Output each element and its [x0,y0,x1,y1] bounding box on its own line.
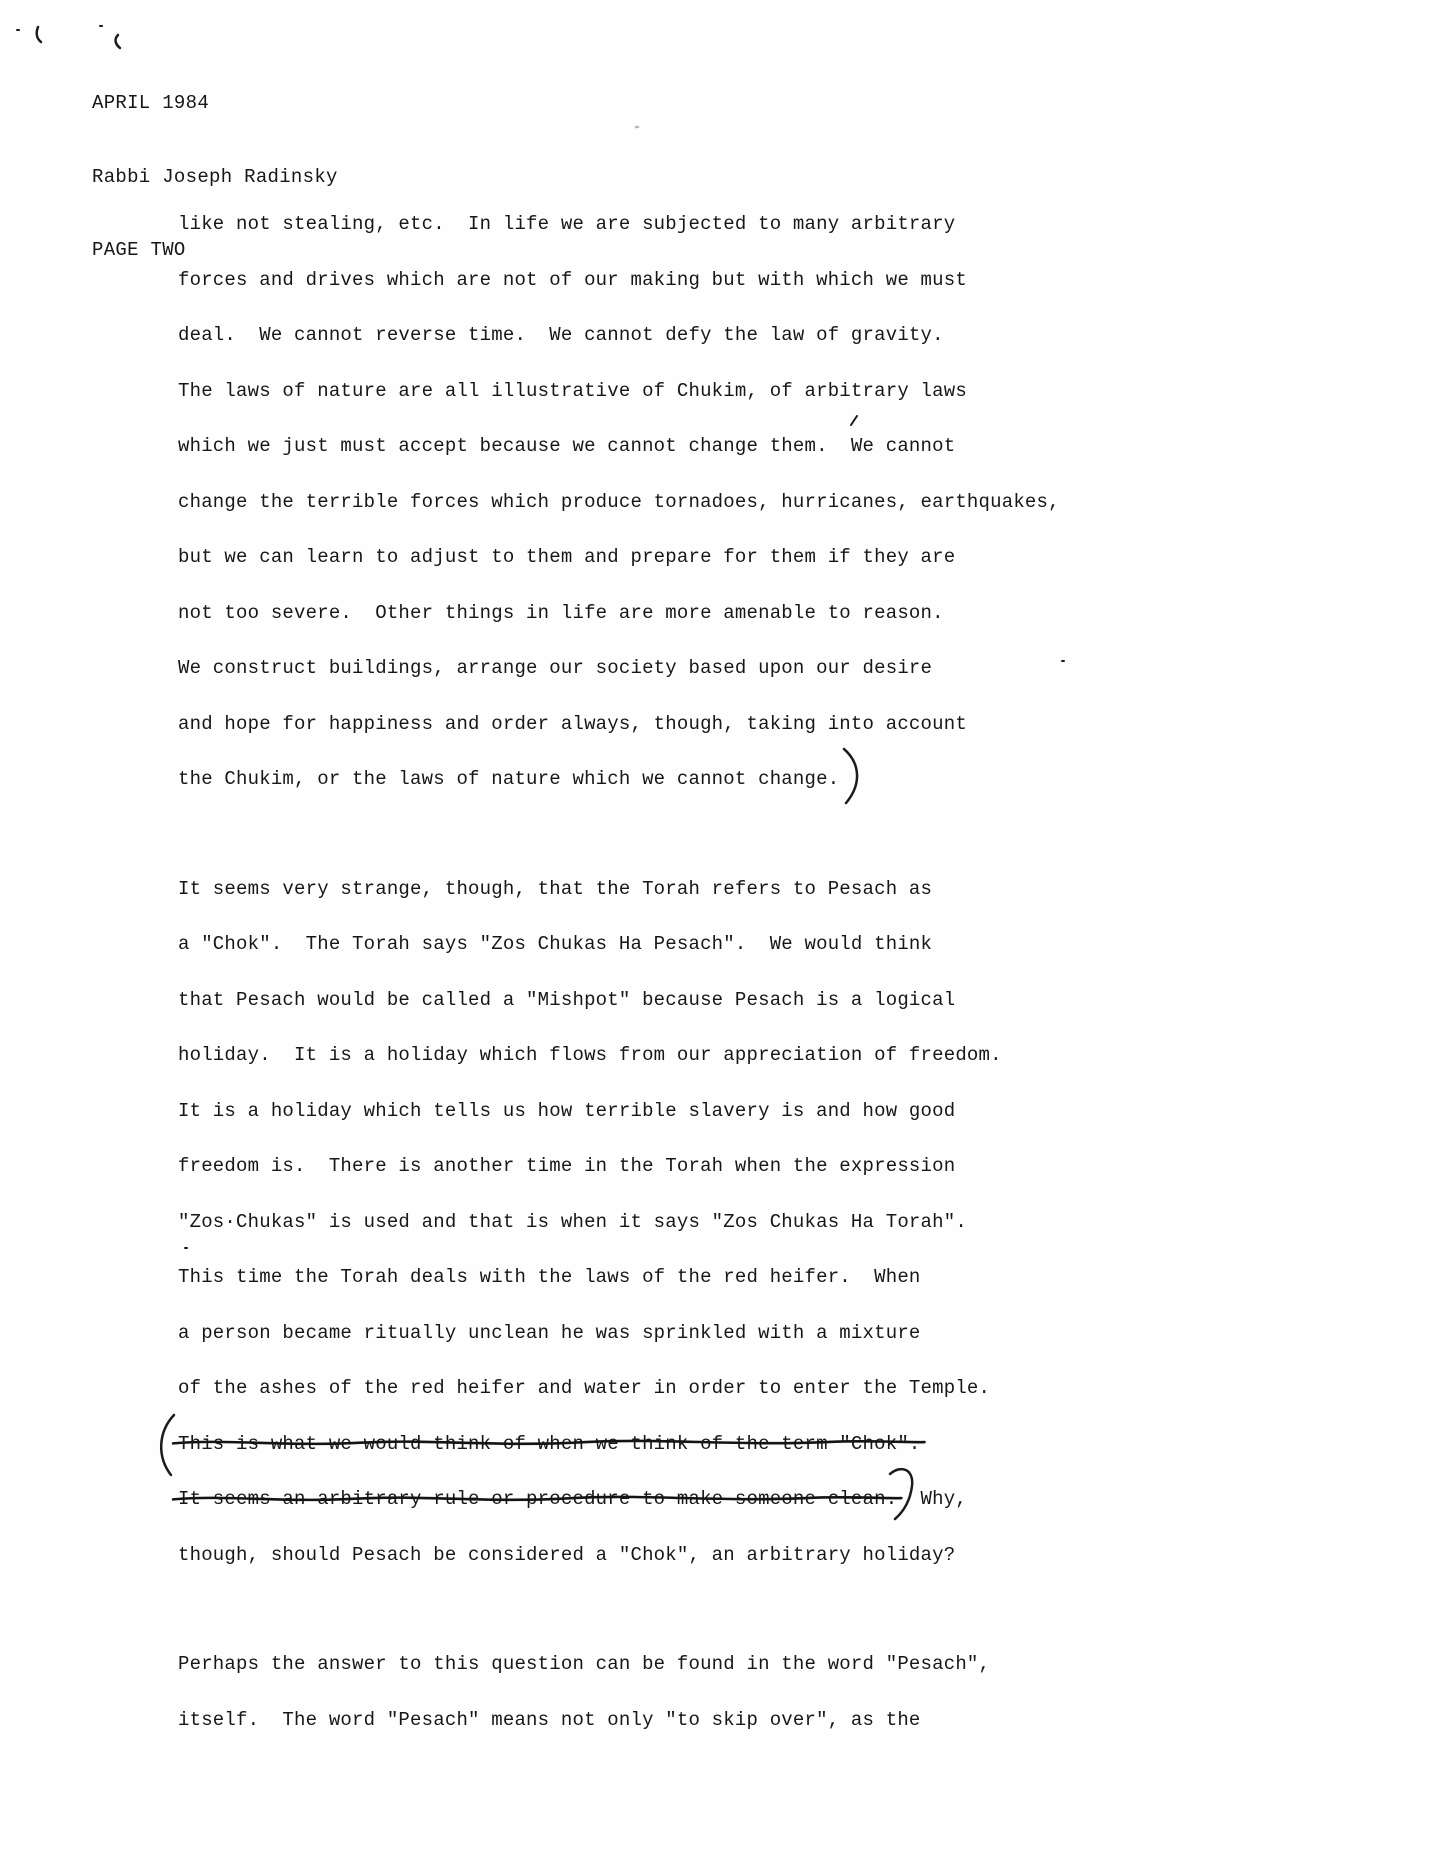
text-line [178,1637,1328,1693]
text-line [178,530,1328,586]
text-line [178,1306,1328,1362]
text-line [178,419,1328,475]
text-line [178,1195,1328,1251]
text-line [178,1417,1328,1473]
stray-hook-mark-icon [34,26,44,44]
text-line [178,308,1328,364]
text-segment: the Chukim, or the laws of nature which we cannot change. [178,768,840,790]
text-segment: "Zos·Chukas" is used and that is when it says "Zos Chukas Ha Torah". [178,1210,967,1233]
text-segment: but we can learn to adjust to them and prepare for them if they are [178,546,956,568]
text-segment: freedom is. There is another time in the Torah when the expression [178,1155,956,1177]
text-line [178,1528,1328,1584]
text-line [178,1361,1328,1417]
text-segment: This time the Torah deals with the laws of the red heifer. When [178,1266,921,1288]
text-line [178,1472,1328,1528]
text-line [178,475,1328,531]
header-page-number: PAGE TWO [92,239,186,261]
text-segment: of the ashes of the red heifer and water in order to enter the Temple. [178,1377,991,1399]
text-segment: holiday. It is a holiday which flows from our appreciation of freedom. [178,1044,1002,1066]
text-segment: that Pesach would be called a "Mishpot" because Pesach is a logical [178,988,956,1011]
text-line [178,862,1328,918]
text-line [178,1084,1328,1140]
text-line [178,1028,1328,1084]
text-segment: not too severe. Other things in life are more amenable to reason. [178,601,944,624]
text-segment: change the terrible forces which produce tornadoes, hurricanes, earthquakes, [178,490,1060,513]
text-segment: Perhaps the answer to this question can be found in the word "Pesach", [178,1653,991,1675]
header-author: Rabbi Joseph Radinsky [92,165,338,188]
text-segment: which we just must accept because we cannot change them. We cannot [178,435,956,457]
faint-speck-icon [634,124,640,130]
text-line [178,253,1328,309]
text-segment: Why, [897,1488,967,1510]
text-segment: It seems very strange, though, that the Torah refers to Pesach as [178,877,933,900]
text-line [178,586,1328,642]
text-segment: like not stealing, etc. In life we are subjected to many arbitrary [178,213,956,235]
text-line [178,1693,1328,1749]
text-line [178,917,1328,973]
text-segment: a person became ritually unclean he was sprinkled with a mixture [178,1321,921,1344]
struck-text: This is what we would think of when we think of the term "Chok". [178,1417,921,1473]
document-body [178,197,1328,1748]
text-segment: and hope for happiness and order always, though, taking into account [178,712,967,735]
text-line [178,697,1328,753]
text-segment: itself. The word "Pesach" means not only "to skip over", as the [178,1708,921,1731]
text-segment: forces and drives which are not of our making but with which we must [178,268,967,291]
text-segment: The laws of nature are all illustrative of Chukim, of arbitrary laws [178,379,967,402]
text-line [178,364,1328,420]
text-line [178,1250,1328,1306]
text-segment: a "Chok". The Torah says "Zos Chukas Ha Pesach". We would think [178,933,933,955]
handwritten-open-paren-icon [152,1412,178,1478]
text-line [178,641,1328,697]
text-segment: though, should Pesach be considered a "Chok", an arbitrary holiday? [178,1543,956,1566]
header-date: APRIL 1984 [92,92,210,114]
text-line [178,197,1328,253]
text-line [178,973,1328,1029]
stray-dot-icon [15,27,21,33]
paragraph [178,1637,1328,1748]
text-segment: deal. We cannot reverse time. We cannot defy the law of gravity. [178,324,944,346]
struck-text: It seems an arbitrary rule or procedure to make someone clean. [178,1472,897,1528]
text-segment: We construct buildings, arrange our society based upon our desire [178,657,933,679]
text-segment: It is a holiday which tells us how terrible slavery is and how good [178,1099,956,1122]
text-line [178,752,1328,808]
stray-dot-icon [98,23,104,29]
paragraph [178,197,1328,808]
paragraph [178,862,1328,1584]
text-line [178,1139,1328,1195]
